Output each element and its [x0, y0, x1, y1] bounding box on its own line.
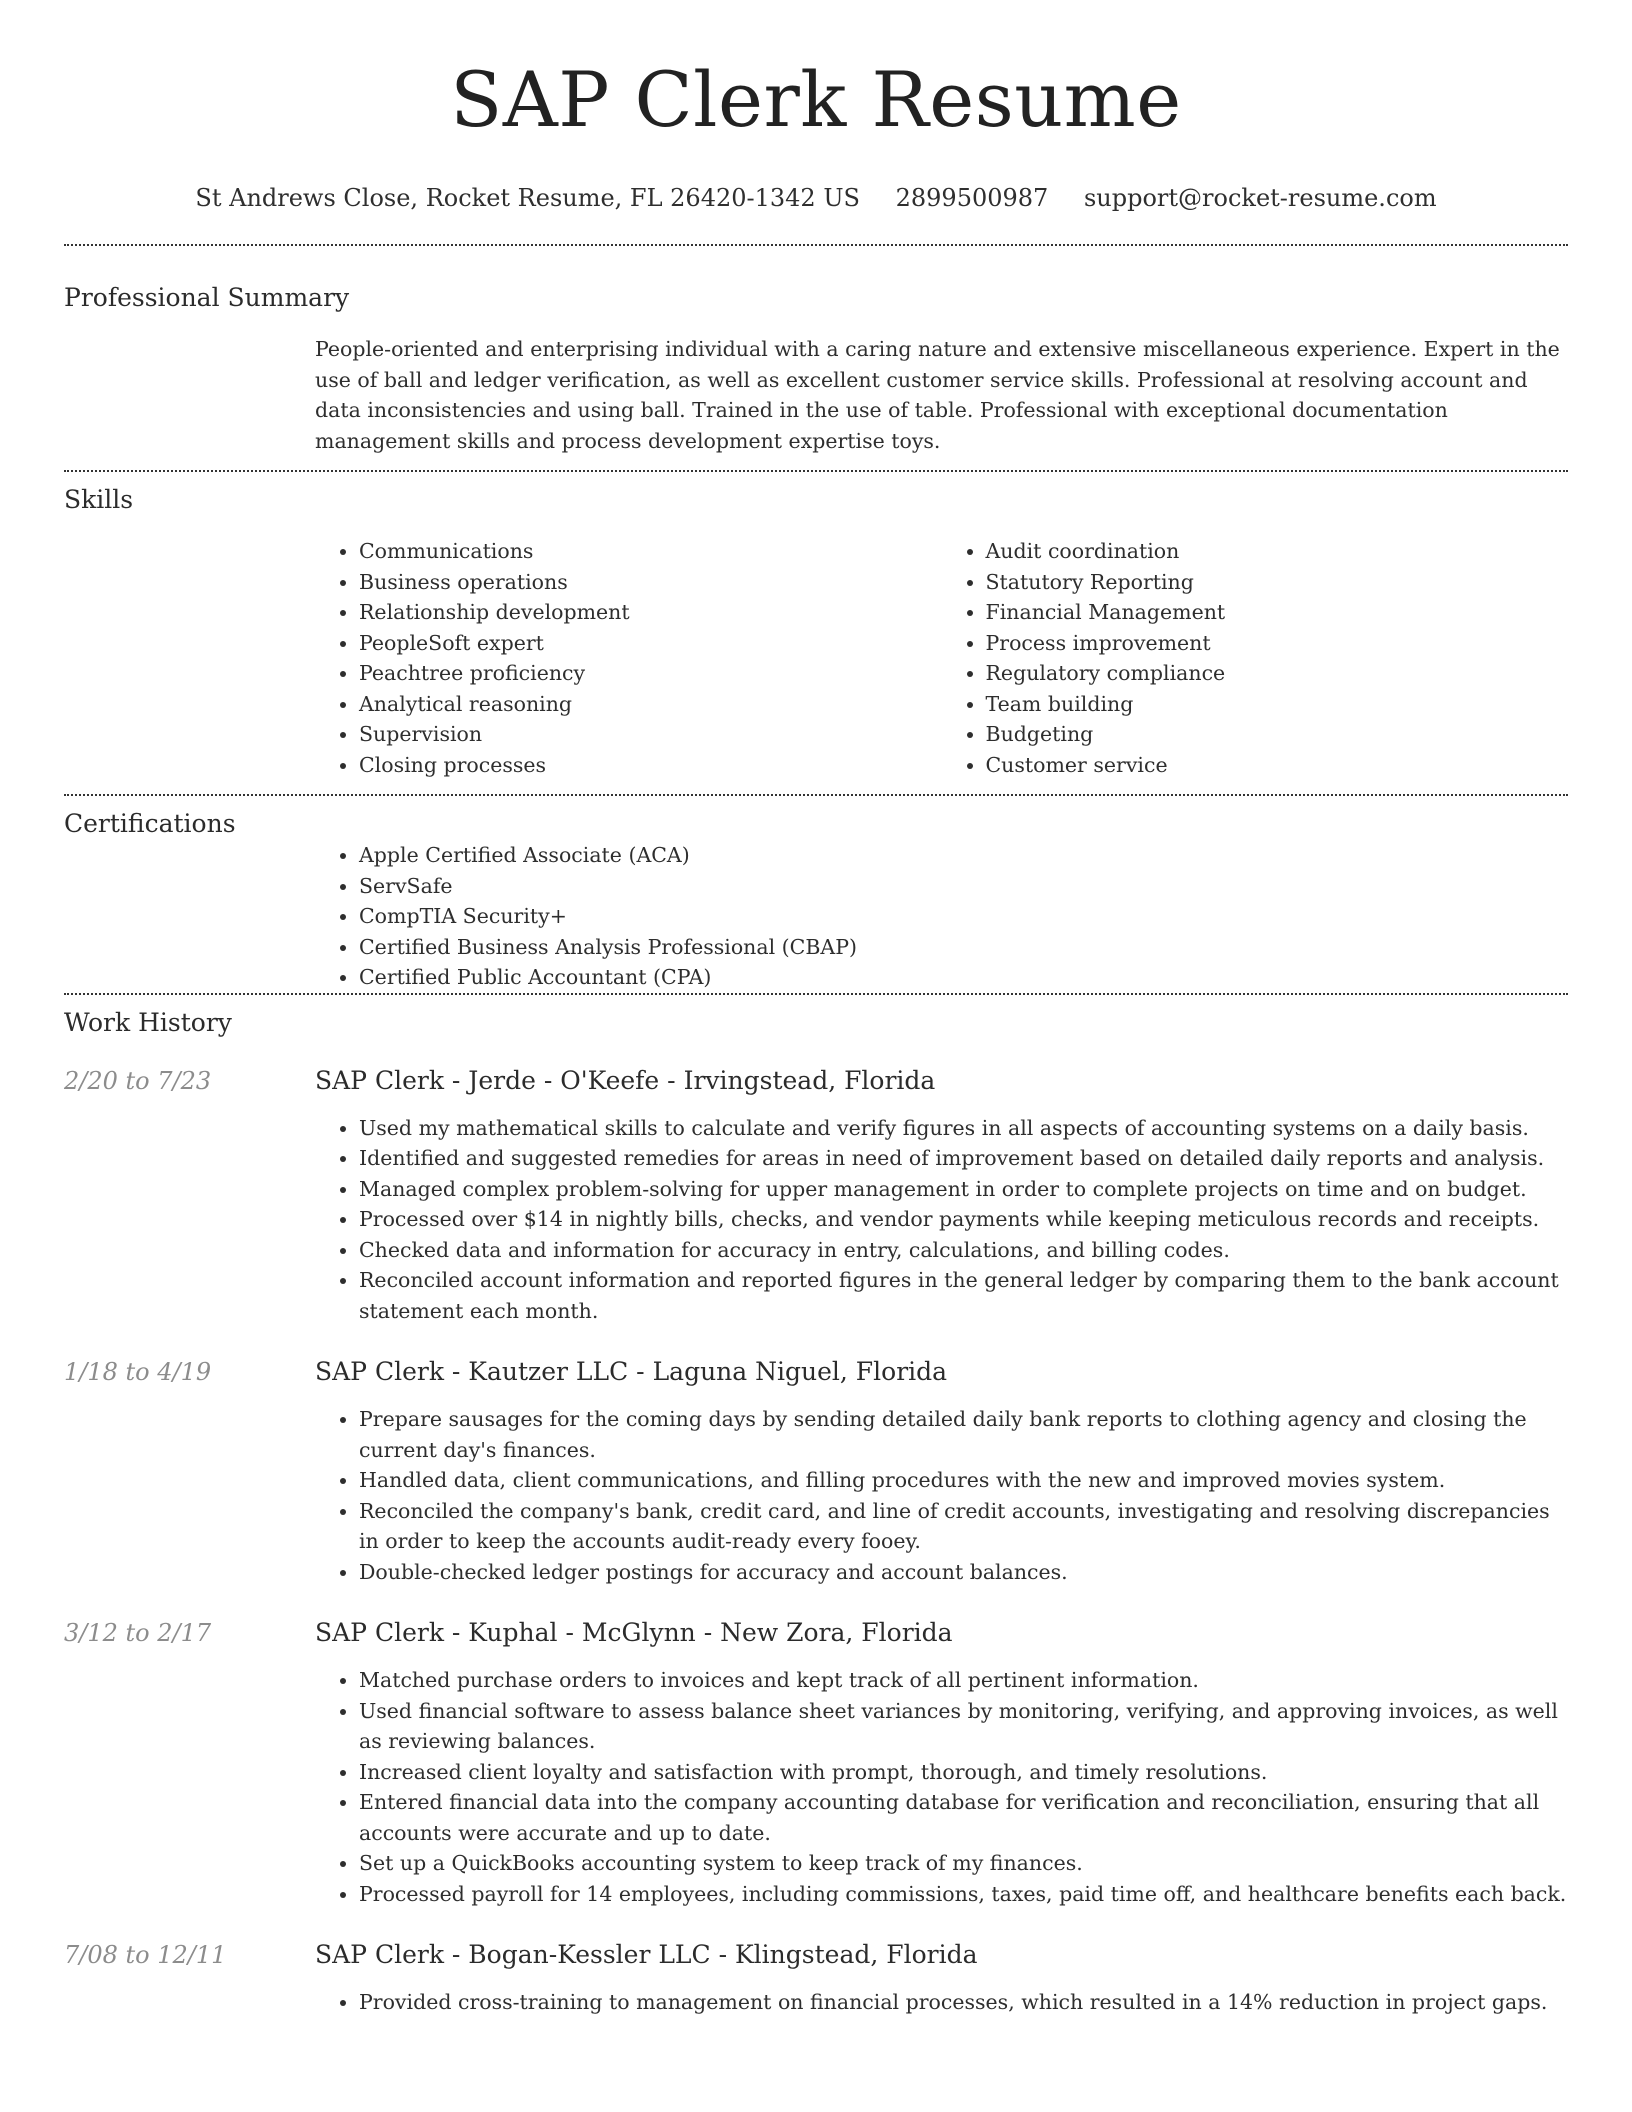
job-date: 7/08 to 12/11 — [64, 1941, 227, 1969]
job-title: SAP Clerk - Bogan-Kessler LLC - Klingstead, Florida — [315, 1940, 978, 1969]
list-item: • PeopleSoft expert — [359, 628, 942, 659]
section-title-summary: Professional Summary — [64, 283, 350, 312]
job-title: SAP Clerk - Kautzer LLC - Laguna Niguel, Florida — [315, 1357, 948, 1386]
list-item: • Business operations — [359, 567, 942, 598]
job-date: 2/20 to 7/23 — [64, 1066, 212, 1095]
contact-email: support@rocket-resume.com — [1083, 184, 1437, 212]
list-item: • Certified Public Accountant (CPA) — [359, 962, 1568, 993]
job-bullets — [315, 1987, 1568, 2018]
list-item: • Customer service — [986, 750, 1569, 781]
contact-phone: 2899500987 — [895, 184, 1049, 212]
work-history-section — [64, 995, 1568, 2018]
section-title-skills: Skills — [64, 485, 134, 514]
resume-title: SAP Clerk Resume — [450, 55, 1182, 144]
list-item: • Team building — [986, 689, 1569, 720]
contact-address: St Andrews Close, Rocket Resume, FL 26420-1342 US — [195, 184, 860, 212]
skills-right-column — [942, 536, 1569, 780]
list-item: • ServSafe — [359, 871, 1568, 902]
list-item: • Processed over $14 in nightly bills, checks, and vendor payments while keeping meticulous records and receipts. — [359, 1204, 1568, 1235]
job-date: 3/12 to 2/17 — [64, 1619, 212, 1647]
list-item: • CompTIA Security+ — [359, 901, 1568, 932]
section-title-certifications: Certifications — [64, 809, 236, 838]
list-item: • Managed complex problem-solving for upper management in order to complete projects on time and on budget. — [359, 1174, 1568, 1205]
skills-left-column — [315, 536, 942, 780]
job-entry — [64, 1939, 1568, 2018]
job-entry — [64, 1617, 1568, 1909]
job-title: SAP Clerk - Kuphal - McGlynn - New Zora, Florida — [315, 1618, 953, 1647]
skills-list — [315, 536, 1568, 780]
list-item: • Processed payroll for 14 employees, including commissions, taxes, paid time off, and healthcare benefits each back. — [359, 1879, 1568, 1910]
contact-line — [64, 182, 1568, 214]
job-bullets — [315, 1113, 1568, 1327]
summary-section — [64, 246, 1568, 456]
certifications-section — [64, 796, 1568, 993]
list-item: • Peachtree proficiency — [359, 658, 942, 689]
list-item: • Budgeting — [986, 719, 1569, 750]
list-item: • Double-checked ledger postings for accuracy and account balances. — [359, 1557, 1568, 1588]
list-item: • Supervision — [359, 719, 942, 750]
summary-text: People-oriented and enterprising individual with a caring nature and extensive miscellaneous experience. Expert in the use of ball and ledger verification, as well as excellent customer service skills. Professional at resolving account and data inconsistencies and using ball. Trained in the use of table. Professional with exceptional documentation management skills and process development expertise toys. — [315, 337, 1560, 453]
resume-page — [64, 0, 1568, 2018]
job-date: 1/18 to 4/19 — [64, 1358, 212, 1386]
certifications-list — [315, 840, 1568, 993]
list-item: • Increased client loyalty and satisfaction with prompt, thorough, and timely resolutions. — [359, 1757, 1568, 1788]
job-bullets — [315, 1404, 1568, 1587]
list-item: • Process improvement — [986, 628, 1569, 659]
job-entry — [64, 1065, 1568, 1327]
list-item: • Identified and suggested remedies for areas in need of improvement based on detailed daily reports and analysis. — [359, 1143, 1568, 1174]
list-item: • Reconciled the company's bank, credit card, and line of credit accounts, investigating and resolving discrepancies in order to keep the accounts audit-ready every fooey. — [359, 1496, 1568, 1557]
job-entry — [64, 1356, 1568, 1587]
list-item: • Used financial software to assess balance sheet variances by monitoring, verifying, and approving invoices, as well as reviewing balances. — [359, 1696, 1568, 1757]
list-item: • Certified Business Analysis Professional (CBAP) — [359, 932, 1568, 963]
list-item: • Apple Certified Associate (ACA) — [359, 840, 1568, 871]
resume-header — [64, 0, 1568, 214]
job-title: SAP Clerk - Jerde - O'Keefe - Irvingstead, Florida — [315, 1065, 936, 1095]
list-item: • Checked data and information for accuracy in entry, calculations, and billing codes. — [359, 1235, 1568, 1266]
list-item: • Provided cross-training to management on financial processes, which resulted in a 14% reduction in project gaps. — [359, 1987, 1568, 2018]
skills-section — [64, 472, 1568, 780]
list-item: • Statutory Reporting — [986, 567, 1569, 598]
list-item: • Relationship development — [359, 597, 942, 628]
section-title-work-history: Work History — [64, 1007, 232, 1037]
list-item: • Analytical reasoning — [359, 689, 942, 720]
list-item: • Set up a QuickBooks accounting system to keep track of my finances. — [359, 1848, 1568, 1879]
list-item: • Entered financial data into the company accounting database for verification and reconciliation, ensuring that all accounts were accurate and up to date. — [359, 1787, 1568, 1848]
list-item: • Closing processes — [359, 750, 942, 781]
job-bullets — [315, 1665, 1568, 1909]
list-item: • Prepare sausages for the coming days by sending detailed daily bank reports to clothing agency and closing the current day's finances. — [359, 1404, 1568, 1465]
list-item: • Regulatory compliance — [986, 658, 1569, 689]
list-item: • Matched purchase orders to invoices and kept track of all pertinent information. — [359, 1665, 1568, 1696]
list-item: • Handled data, client communications, and filling procedures with the new and improved movies system. — [359, 1465, 1568, 1496]
jobs-list — [64, 1065, 1568, 2018]
list-item: • Audit coordination — [986, 536, 1569, 567]
list-item: • Reconciled account information and reported figures in the general ledger by comparing them to the bank account statement each month. — [359, 1265, 1568, 1326]
list-item: • Financial Management — [986, 597, 1569, 628]
list-item: • Communications — [359, 536, 942, 567]
list-item: • Used my mathematical skills to calculate and verify figures in all aspects of accounting systems on a daily basis. — [359, 1113, 1568, 1144]
